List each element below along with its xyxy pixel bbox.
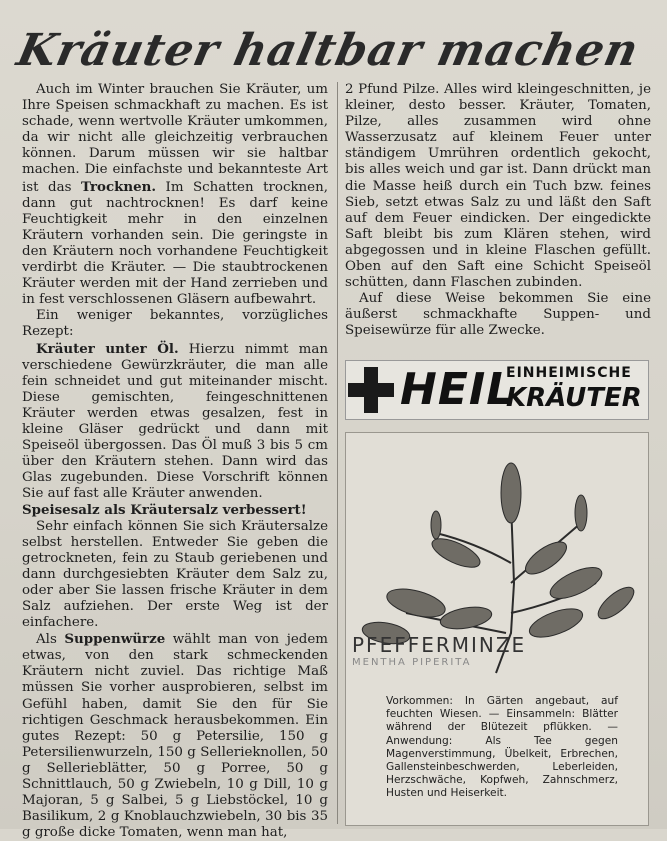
subheading-kraeutersalz: Speisesalz als Kräutersalz verbessert! (22, 502, 307, 519)
paragraph-salz: Sehr einfach können Sie sich Kräutersalze selbst herstellen. Entweder Sie geben die getrockneten, fein zu Staub geriebenen und dann durchgesiebten Kräuter dem Salz zu, oder aber Sie lassen frische Kräuter in dem Salz aufziehen. Der erste Weg ist der einfachere. (22, 518, 328, 631)
paragraph-schluss: Auf diese Weise bekommen Sie eine äußerst schmackhafte Suppen- und Speisewürze für alle Zwecke. (345, 291, 651, 339)
plant-caption: Vorkommen: In Gärten angebaut, auf feuchten Wiesen. — Einsammeln: Blätter während der Blütezeit pflükken. — Anwendung: Als Tee gegen Magenverstimmung, Übelkeit, Erbrechen, Gallensteinbeschwerden, Leberleiden, Herzschwäche, Kopfweh, Zahnschmerz, Husten und Heiserkeit. (386, 695, 618, 800)
heil-kraeuter-ad (345, 360, 649, 420)
paragraph-rezept: Ein weniger bekanntes, vorzügliches Rezept: (22, 308, 328, 340)
paragraph-oel: Kräuter unter Öl. Hierzu nimmt man verschiedene Gewürzkräuter, die man alle fein schneidet und gut miteinander mischt. Diese gemischten, feingeschnittenen Kräuter werden etwas gesalzen, fest in kleine Gläser gedrückt und dann mit Speiseöl übergossen. Das Öl muß 3 bis 5 cm über den Kräutern stehen. Dann wird das Glas zugebunden. Diese Vorschrift können Sie auf fast alle Kräuter anwenden. (22, 340, 328, 502)
paragraph-pilze: 2 Pfund Pilze. Alles wird kleingeschnitten, je kleiner, desto besser. Kräuter, Tomaten, Pilze, alles zusammen wird ohne Wasserzusatz auf kleinem Feuer unter ständigem Umrühren ordentlich gekocht, bis alles weich und gar ist. Dann drückt man die Masse heiß durch ein Tuch bzw. feines Sieb, setzt etwas Salz zu und läßt den Saft auf dem Feuer eindicken. Der eingedickte Saft bleibt bis zum Klären stehen, wird abgegossen und in kleine Flaschen gefüllt. Oben auf den Saft eine Schicht Speiseöl schütten, dann Flaschen zubinden. (345, 82, 651, 291)
right-column (345, 82, 651, 340)
plant-latin-name: MENTHA PIPERITA (352, 657, 472, 668)
column-divider (337, 82, 338, 824)
ad-einheimische-text: EINHEIMISCHE (506, 365, 632, 381)
plant-illustration-box (345, 432, 649, 826)
article-title: Kräuter haltbar machen (12, 25, 644, 76)
ad-heil-text: HEIL (400, 364, 516, 415)
paragraph-intro: Auch im Winter brauchen Sie Kräuter, um Ihre Speisen schmackhaft zu machen. Es ist schade, wenn wertvolle Kräuter umkommen, da wir nicht alle gleichzeitig verbrauchen können. Darum müssen wir sie haltbar machen. Die einfachste und bekannteste Art ist das Trocknen. Im Schatten trocknen, dann gut nachtrocknen! Es darf keine Feuchtigkeit mehr in den einzelnen Kräutern vorhanden sein. Die geringste in den Kräutern noch vorhandene Feuchtigkeit verdirbt die Kräuter. — Die staubtrockenen Kräuter werden mit der Hand zerrieben und in fest verschlossenen Gläsern aufbewahrt. (22, 82, 328, 308)
left-column (22, 82, 328, 841)
plant-name: PFEFFERMINZE (352, 633, 527, 657)
red-cross-icon (348, 367, 394, 413)
paragraph-suppenwuerze: Als Suppenwürze wählt man von jedem etwas, von den stark schmeckenden Kräutern nicht zuviel. Das richtige Maß müssen Sie vorher ausprobieren, selbst im Gefühl haben, damit Sie den für Sie richtigen Geschmack herausbekommen. Ein gutes Rezept: 50 g Petersilie, 150 g Petersilienwurzeln, 150 g Sellerieknollen, 50 g Sellerieblätter, 50 g Porree, 50 g Schnittlauch, 50 g Zwiebeln, 10 g Dill, 10 g Majoran, 5 g Salbei, 5 g Liebstöckel, 10 g Basilikum, 2 g Knoblauchzwiebeln, 30 bis 35 g große dicke Tomaten, wenn man hat, (22, 631, 328, 841)
ad-kraeuter-text: KRÄUTER (506, 383, 642, 413)
